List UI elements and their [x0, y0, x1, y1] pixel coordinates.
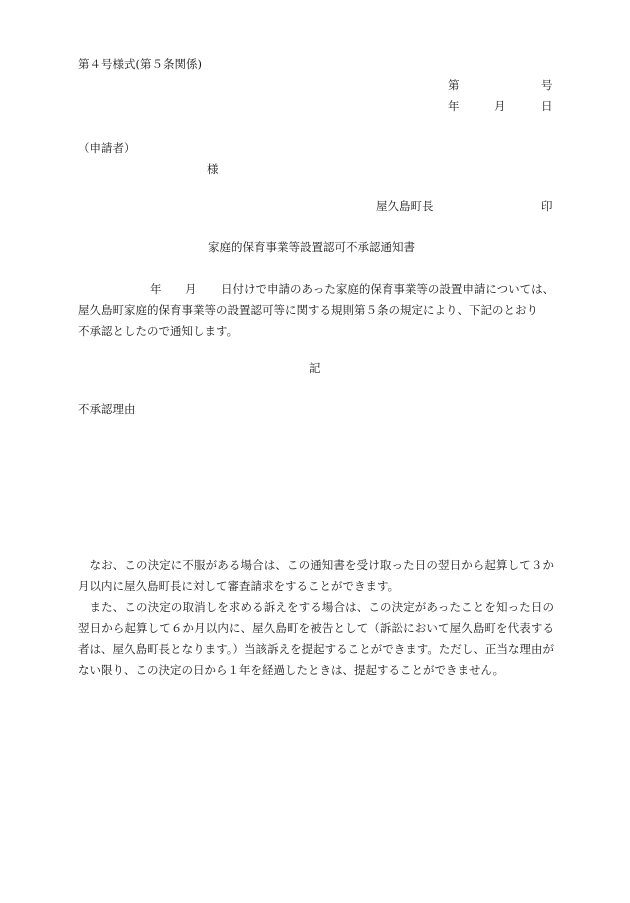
- record-mark: 記: [309, 361, 321, 375]
- applicant-label: （申請者）: [78, 141, 136, 155]
- body-year: 年: [150, 282, 162, 296]
- date-year: 年: [448, 99, 460, 113]
- appeal-notice: なお、この決定に不服がある場合は、この通知書を受け取った日の翌日から起算して３か月以内に屋久島町長に対して審査請求をすることができます。: [78, 558, 554, 593]
- body-line-1: 日付けで申請のあった家庭的保育事業等の設置申請については、: [221, 282, 555, 296]
- body-month: 月: [185, 282, 197, 296]
- document-number-suffix: 号: [541, 78, 553, 92]
- reason-blank-area: [78, 420, 554, 540]
- body-line-2: 屋久島町家庭的保育事業等の設置認可等に関する規則第５条の規定により、下記のとおり: [78, 303, 538, 317]
- lawsuit-notice: また、この決定の取消しを求める訴えをする場合は、この決定があったことを知った日の翌日から起算して６か月以内に、屋久島町を被告として（訴訟において屋久島町を代表する者は、屋久島町長となります。）当該訴えを提起することができます。ただし、正当な理由がない限り、この決定の日から１年を経過したときは、提起することができません。: [78, 600, 554, 677]
- reason-label: 不承認理由: [78, 402, 136, 416]
- document-title: 家庭的保育事業等設置認可不承認通知書: [208, 240, 415, 254]
- body-line-3: 不承認としたので通知します。: [78, 324, 239, 338]
- date-month: 月: [494, 99, 506, 113]
- notice-section: [78, 555, 554, 681]
- form-number: 第４号様式(第５条関係): [78, 57, 202, 71]
- date-day: 日: [541, 99, 553, 113]
- issuer-name: 屋久島町長: [376, 199, 434, 213]
- honorific: 様: [207, 162, 219, 176]
- document-number-prefix: 第: [448, 78, 460, 92]
- seal-mark: 印: [541, 199, 553, 213]
